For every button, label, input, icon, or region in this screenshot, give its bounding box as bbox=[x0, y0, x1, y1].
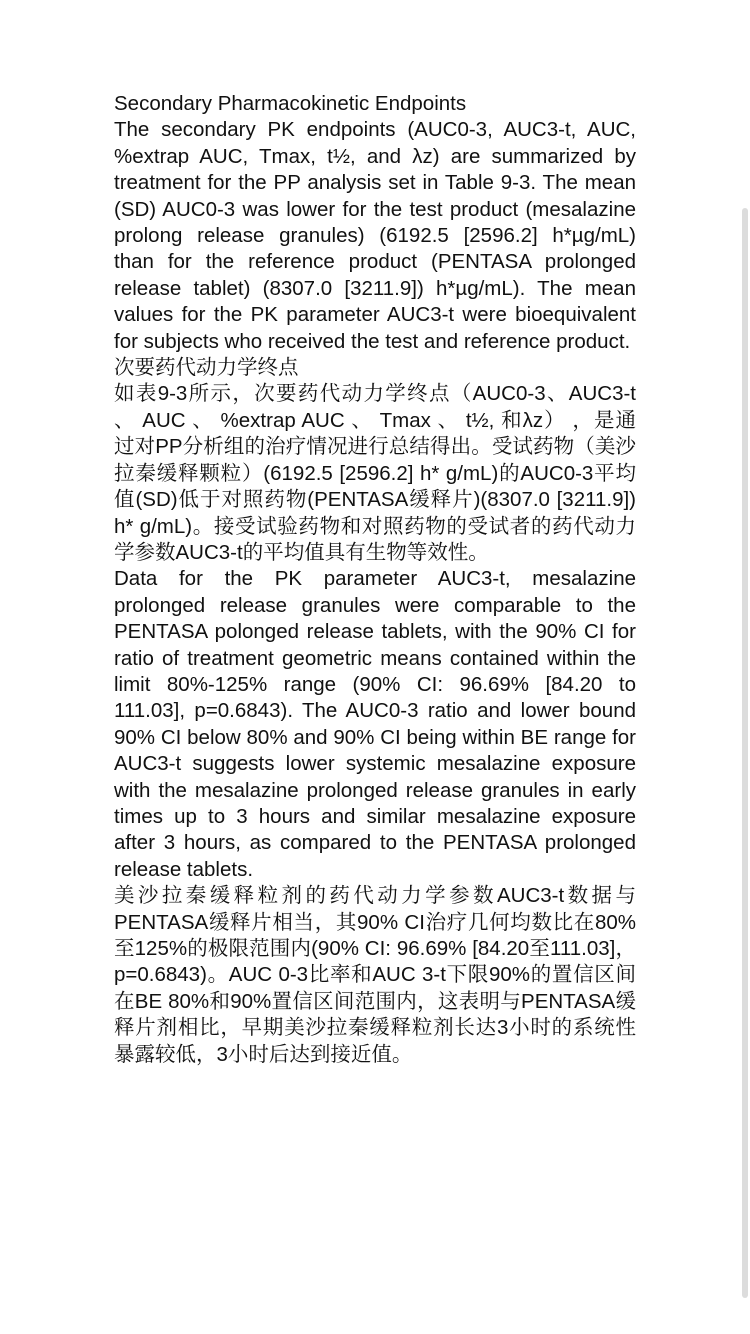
section-heading-chinese: 次要药代动力学终点 bbox=[114, 356, 299, 380]
paragraph-english-2: Data for the PK parameter AUC3-t, mesalazine prolonged release granules were comparable to the PENTASA polonged release tablets, with the 90% CI for ratio of treatment geometric means contained within the limit 80%-125% range (90% CI: 96.69% [84.20 to 111.03], p=0.6843). The AUC0-3 ratio and lower bound 90% CI below 80% and 90% CI being within BE range for AUC3-t suggests lower systemic mesalazine exposure with the mesalazine prolonged release granules in early times up to 3 hours and similar mesalazine exposure after 3 hours, as compared to the PENTASA prolonged release tablets. bbox=[114, 567, 636, 881]
paragraph-english-1: The secondary PK endpoints (AUC0-3, AUC3-t, AUC, %extrap AUC, Tmax, t½, and λz) are summarized by treatment for the PP analysis set in Table 9-3. The mean (SD) AUC0-3 was lower for the test product (mesalazine prolong release granules) (6192.5 [2596.2] h*µg/mL) than for the reference product (PENTASA prolonged release tablet) (8307.0 [3211.9]) h*µg/mL). The mean values for the PK parameter AUC3-t were bioequivalent for subjects who received the test and reference product. bbox=[114, 118, 636, 353]
vertical-scrollbar[interactable] bbox=[742, 208, 748, 1298]
paragraph-chinese-2: 美沙拉秦缓释粒剂的药代动力学参数AUC3-t数据与PENTASA缓释片相当，其90% CI治疗几何均数比在80%至125%的极限范围内(90% CI: 96.69% [84.20至111.03]，p=0.6843)。AUC 0-3比率和AUC 3-t下限90%的置信区间在BE 80%和90%置信区间范围内，这表明与PENTASA缓释片剂相比，早期美沙拉秦缓释粒剂长达3小时的系统性暴露较低，3小时后达到接近值。 bbox=[114, 884, 636, 1066]
document-body bbox=[114, 91, 636, 1068]
paragraph-chinese-1: 如表9-3所示，次要药代动力学终点（AUC0-3、AUC3-t 、 AUC 、 %extrap AUC 、 Tmax 、 t½, 和λz） ，是通过对PP分析组的治疗情况进行总结得出。受试药物（美沙拉秦缓释颗粒）(6192.5 [2596.2] h* g/mL)的AUC0-3平均值(SD)低于对照药物(PENTASA缓释片)(8307.0 [3211.9]) h* g/mL)。接受试验药物和对照药物的受试者的药代动力学参数AUC3-t的平均值具有生物等效性。 bbox=[114, 382, 636, 564]
section-heading-english: Secondary Pharmacokinetic Endpoints bbox=[114, 92, 467, 115]
